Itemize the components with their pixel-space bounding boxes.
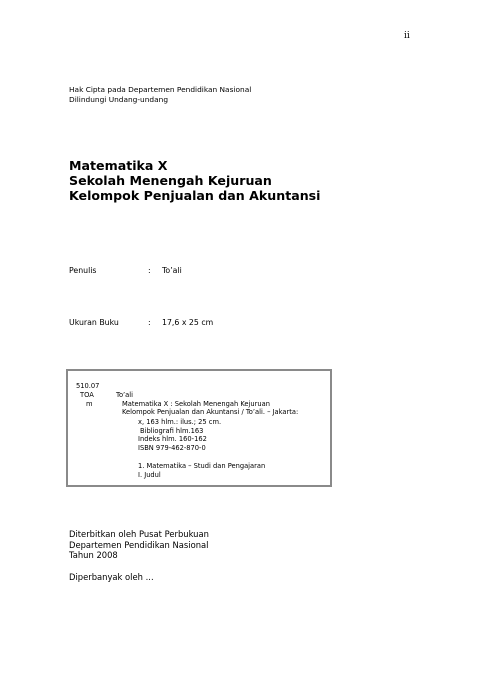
catalog-isbn: ISBN 979-462-870-0 [138,444,206,452]
author-row [69,266,182,275]
copyright-line: Hak Cipta pada Departemen Pendidikan Nasional [69,85,252,94]
author-value: To’ali [162,266,182,275]
catalog-subject: I. Judul [138,471,161,479]
book-size-value: 17,6 x 25 cm [162,318,214,327]
publisher-department: Departemen Pendidikan Nasional [69,539,209,550]
copyright-notice [69,85,251,105]
title-line-school: Sekolah Menengah Kejuruan [69,173,272,188]
book-size-separator: : [148,318,151,327]
publisher-info [69,529,209,561]
book-size-label: Ukuran Buku [69,318,119,327]
author-separator: : [148,266,151,275]
catalog-entry-line: x, 163 hlm.: ilus.; 25 cm. [138,418,222,426]
protection-line: Dilindungi Undang-undang [69,95,169,104]
catalog-index: Indeks hlm. 160-162 [138,435,207,443]
publication-year: Tahun 2008 [69,550,118,560]
catalog-entry-line: Kelompok Penjualan dan Akuntansi / To’ali. – Jakarta: [122,408,299,416]
book-size-row [69,318,214,327]
title-line-program: Kelompok Penjualan dan Akuntansi [69,188,321,203]
catalog-entry-line: Matematika X : Sekolah Menengah Kejuruan [122,400,270,408]
catalog-subject: 1. Matematika – Studi dan Pengajaran [138,462,266,470]
catalog-class-number: 510.07 [76,382,100,390]
book-title [69,158,321,203]
reproduced-by: Diperbanyak oleh ... [69,572,154,582]
catalog-title-code: m [86,400,93,408]
catalog-author-name: To’ali [116,391,133,399]
catalog-bibliography: Bibliografi hlm.163 [140,427,204,435]
publisher-line: Diterbitkan oleh Pusat Perbukuan [69,529,209,539]
page-number: ii [404,31,410,41]
catalog-author-code: TOA [80,391,94,399]
author-label: Penulis [69,266,97,275]
title-line-subject: Matematika X [69,158,168,173]
